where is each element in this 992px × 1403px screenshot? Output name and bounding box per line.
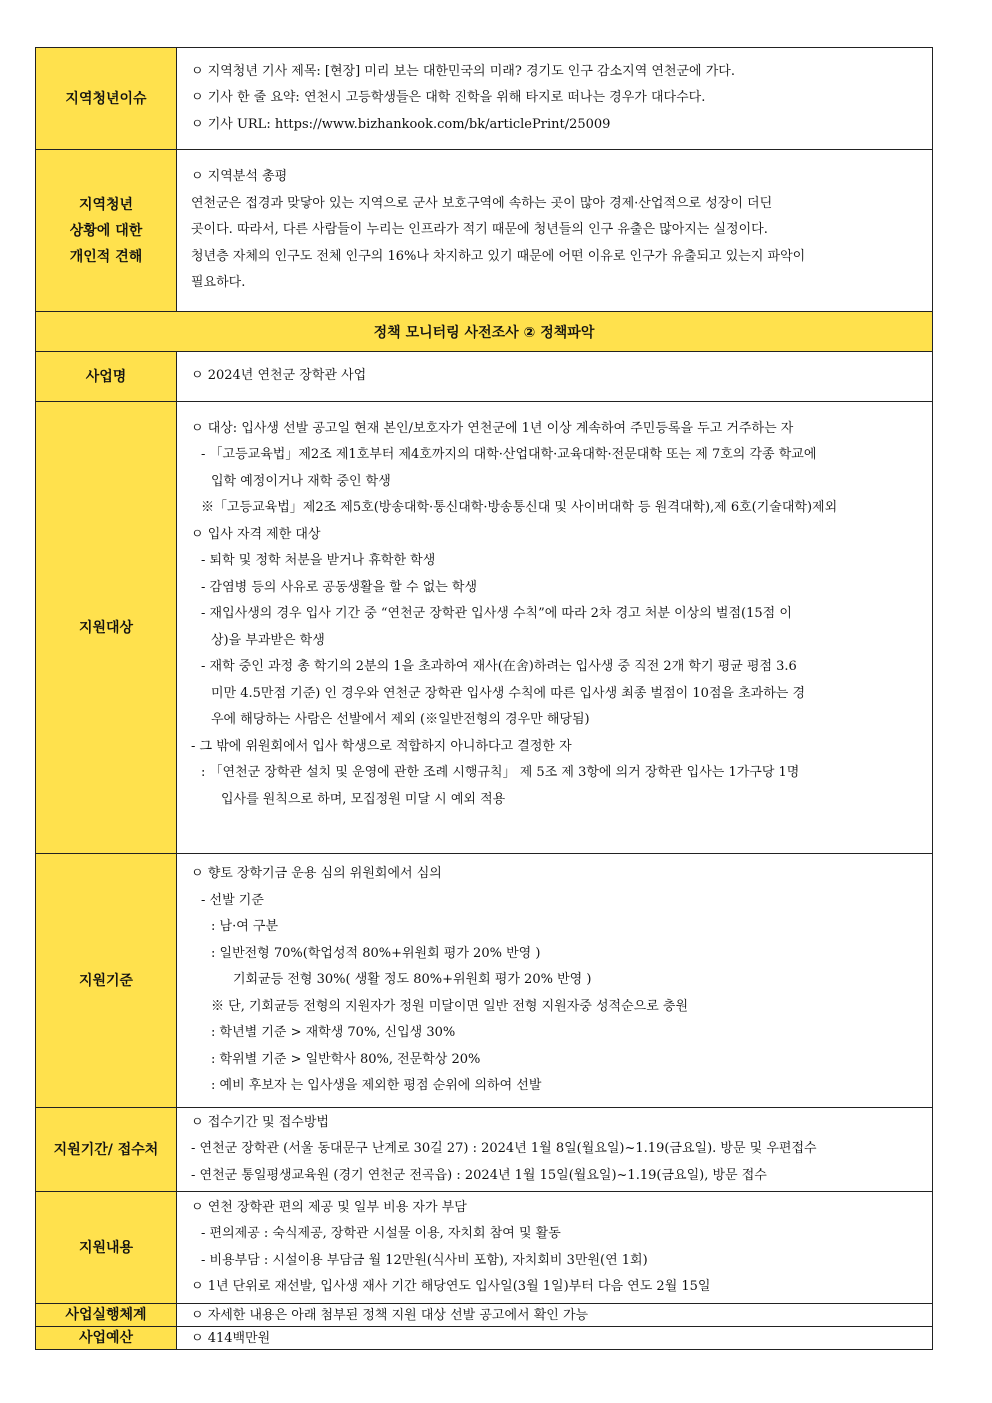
opinion-text-line: 필요하다. [191, 275, 246, 291]
issue-summary-line: ㅇ 기사 한 줄 요약: 연천시 고등학생들은 대학 진학을 위해 타지로 떠나는 경우가 대다수다. [191, 90, 706, 106]
budget-text: ㅇ 414백만원 [191, 1330, 271, 1346]
target-note: ※「고등교육법」제2조 제5호(방송대학·통신대학·방송통신대 및 사이버대학 등 원격대학),제 6호(기술대학)제외 [201, 500, 838, 515]
target-item: - 그 밖에 위원회에서 입사 학생으로 적합하지 아니하다고 결정한 자 [191, 738, 572, 754]
opinion-text-line: 연천군은 접경과 맞닿아 있는 지역으로 군사 보호구역에 속하는 곳이 많아 경제·산업적으로 성장이 더딘 [191, 195, 773, 211]
budget-row [36, 1327, 933, 1350]
opinion-label-line-2: 상황에 대한 [69, 222, 143, 239]
section-header-row [36, 312, 933, 352]
budget-content [177, 1327, 933, 1350]
target-item: - 재학 중인 과정 총 학기의 2분의 1을 초과하여 재사(在舍)하려는 입사생 중 직전 2개 학기 평균 평점 3.6 [201, 659, 797, 674]
target-item: - 「고등교육법」제2조 제1호부터 제4호까지의 대학·산업대학·교육대학·전문대학 또는 제 7호의 각종 학교에 [201, 447, 817, 462]
opinion-label-line-1: 지역청년 [78, 196, 134, 213]
project-row [36, 352, 933, 402]
opinion-content [177, 150, 933, 312]
target-eligibility: ㅇ 대상: 입사생 선발 공고일 현재 본인/보호자가 연천군에 1년 이상 계속하여 주민등록을 두고 거주하는 자 [191, 420, 794, 436]
policy-document-table [35, 47, 933, 1350]
target-restriction-heading: ㅇ 입사 자격 제한 대상 [191, 526, 321, 542]
period-row [36, 1108, 933, 1192]
budget-label: 사업예산 [36, 1327, 177, 1350]
system-label: 사업실행체계 [36, 1304, 177, 1327]
content-heading: ㅇ 연천 장학관 편의 제공 및 일부 비용 자가 부담 [191, 1199, 467, 1215]
criteria-item: : 남·여 구분 [211, 919, 279, 935]
issue-row [36, 48, 933, 150]
target-item: 미만 4.5만점 기준) 인 경우와 연천군 장학관 입사생 수칙에 따른 입사생 최종 벌점이 10점을 초과하는 경 [211, 685, 806, 701]
target-label: 지원대상 [36, 402, 177, 854]
criteria-note: ※ 단, 기회균등 전형의 지원자가 정원 미달이면 일반 전형 지원자중 성적순으로 충원 [211, 998, 689, 1014]
opinion-text-line: 청년층 자체의 인구도 전체 인구의 16%나 차지하고 있기 때문에 어떤 이유로 인구가 유출되고 있는지 파악이 [191, 248, 806, 264]
section-title: 정책 모니터링 사전조사 ② 정책파악 [36, 312, 933, 352]
target-item: 우에 해당하는 사람은 선발에서 제외 (※일반전형의 경우만 해당됨) [211, 712, 590, 727]
target-spacer [191, 813, 920, 840]
target-item: 입학 예정이거나 재학 중인 학생 [211, 473, 391, 489]
opinion-text-line: 곳이다. 따라서, 다른 사람들이 누리는 인프라가 적기 때문에 청년들의 인구 유출은 많아지는 실정이다. [191, 222, 768, 238]
criteria-heading: ㅇ 향토 장학기금 운용 심의 위원회에서 심의 [191, 866, 442, 882]
criteria-item: : 학위별 기준 > 일반학사 80%, 전문학상 20% [211, 1051, 481, 1067]
target-item: 입사를 원칙으로 하며, 모집정원 미달 시 예외 적용 [221, 791, 506, 807]
issue-url-line: ㅇ 기사 URL: https://www.bizhankook.com/bk/articlePrint/25009 [191, 116, 611, 132]
issue-content [177, 48, 933, 150]
criteria-content [177, 854, 933, 1108]
criteria-item: : 일반전형 70%(학업성적 80%+위원회 평가 20% 반영 ) [211, 945, 541, 961]
opinion-row [36, 150, 933, 312]
content-item: - 비용부담 : 시설이용 부담금 월 12만원(식사비 포함), 자치회비 3만원(연 1회) [201, 1252, 648, 1268]
target-item: - 재입사생의 경우 입사 기간 중 “연천군 장학관 입사생 수칙”에 따라 2차 경고 처분 이상의 벌점(15점 이 [201, 606, 792, 621]
opinion-label-line-3: 개인적 견해 [69, 248, 143, 265]
content-label: 지원내용 [36, 1192, 177, 1304]
content-item: ㅇ 1년 단위로 재선발, 입사생 재사 기간 해당연도 입사일(3월 1일)부터 다음 연도 2월 15일 [191, 1279, 711, 1294]
system-row [36, 1304, 933, 1327]
opinion-label [36, 150, 177, 312]
criteria-item: : 예비 후보자 는 입사생을 제외한 평점 순위에 의하여 선발 [211, 1078, 542, 1094]
target-row [36, 402, 933, 854]
period-heading: ㅇ 접수기간 및 접수방법 [191, 1114, 329, 1130]
content-item: - 편의제공 : 숙식제공, 장학관 시설물 이용, 자치회 참여 및 활동 [201, 1226, 561, 1241]
project-label: 사업명 [36, 352, 177, 402]
project-name: ㅇ 2024년 연천군 장학관 사업 [191, 368, 367, 384]
period-content [177, 1108, 933, 1192]
system-content [177, 1304, 933, 1327]
period-item: - 연천군 장학관 (서울 동대문구 난계로 30길 27) : 2024년 1월 8일(월요일)~1.19(금요일). 방문 및 우편접수 [191, 1141, 817, 1157]
target-item: 상)을 부과받은 학생 [211, 632, 325, 648]
criteria-item: : 학년별 기준 > 재학생 70%, 신입생 30% [211, 1025, 456, 1041]
target-item: - 퇴학 및 정학 처분을 받거나 휴학한 학생 [201, 553, 436, 568]
target-content [177, 402, 933, 854]
criteria-label: 지원기준 [36, 854, 177, 1108]
target-item: : 「연천군 장학관 설치 및 운영에 관한 조례 시행규칙」 제 5조 제 3항에 의거 장학관 입사는 1가구당 1명 [201, 765, 800, 780]
issue-title-line: ㅇ 지역청년 기사 제목: [현장] 미리 보는 대한민국의 미래? 경기도 인구 감소지역 연천군에 가다. [191, 63, 735, 79]
content-content [177, 1192, 933, 1304]
criteria-row [36, 854, 933, 1108]
criteria-item: - 선발 기준 [201, 892, 264, 908]
project-content [177, 352, 933, 402]
opinion-heading: ㅇ 지역분석 총평 [191, 169, 288, 185]
issue-label: 지역청년이슈 [36, 48, 177, 150]
content-row [36, 1192, 933, 1304]
period-item: - 연천군 통일평생교육원 (경기 연천군 전곡읍) : 2024년 1월 15일(월요일)~1.19(금요일), 방문 접수 [191, 1167, 767, 1183]
criteria-item: 기회균등 전형 30%( 생활 정도 80%+위원회 평가 20% 반영 ) [233, 972, 592, 988]
target-item: - 감염병 등의 사유로 공동생활을 할 수 없는 학생 [201, 579, 478, 595]
period-label: 지원기간/ 접수처 [36, 1108, 177, 1192]
system-text: ㅇ 자세한 내용은 아래 첨부된 정책 지원 대상 선발 공고에서 확인 가능 [191, 1307, 589, 1323]
